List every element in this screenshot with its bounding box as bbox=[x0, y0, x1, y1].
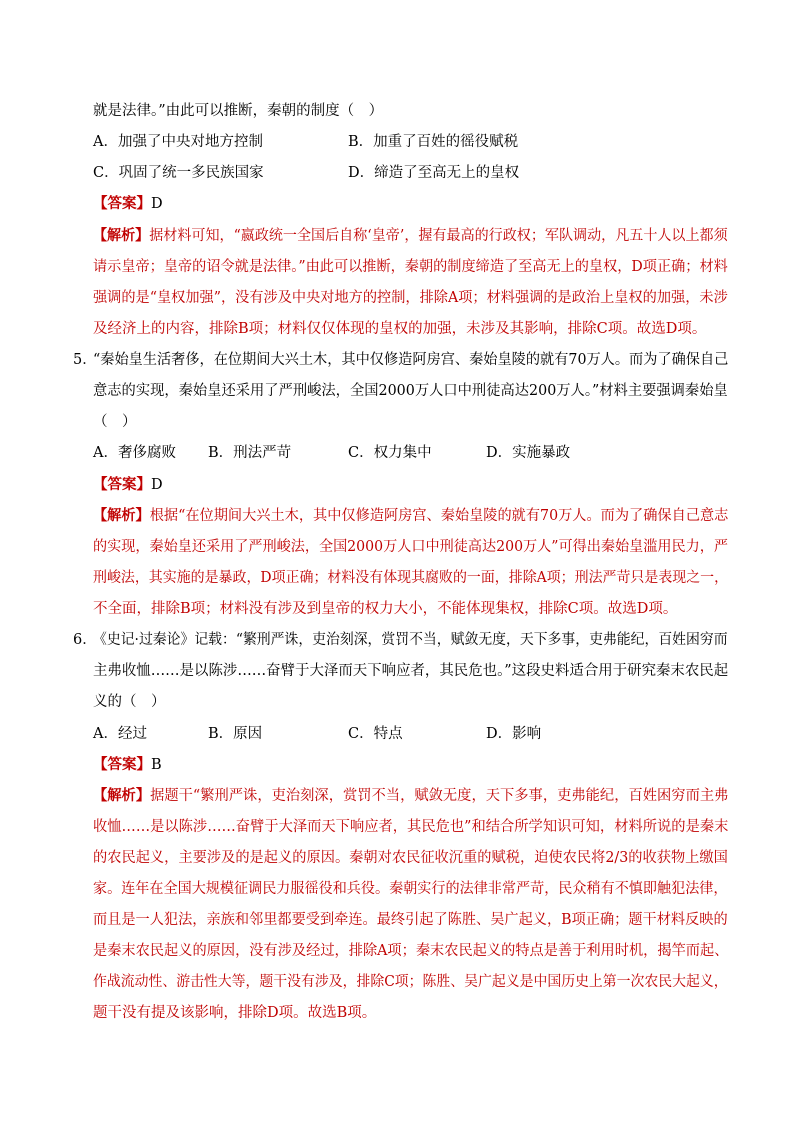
q6-analysis-line-6: 是秦末农民起义的原因，没有涉及经过，排除A项；秦末农民起义的特点是善于利用时机，揭竿而起、 bbox=[93, 943, 729, 959]
q6-option-d: D．影响 bbox=[486, 726, 542, 742]
answer-value: D bbox=[151, 196, 163, 212]
analysis-text: 据题干“繁刑严诛，吏治刻深，赏罚不当，赋敛无度，天下多事，吏弗能纪，百姓困穷而主弗 bbox=[150, 788, 729, 804]
q4-analysis-line-1 bbox=[93, 226, 728, 246]
analysis-text: 据材料可知，“嬴政统一全国后自称‘皇帝’，握有最高的行政权；军队调动，凡五十人以上都须 bbox=[149, 228, 728, 244]
q5-option-a: A．奢侈腐败 bbox=[93, 445, 176, 461]
q5-stem-line-1: “秦始皇生活奢侈，在位期间大兴土木，其中仅修造阿房宫、秦始皇陵的就有70万人。而为了确保自己 bbox=[93, 352, 729, 368]
q5-analysis-line-4: 不全面，排除B项；材料没有涉及到皇帝的权力大小，不能体现集权，排除C项。故选D项。 bbox=[93, 601, 678, 617]
q6-analysis-line-3: 的农民起义，主要涉及的是起义的原因。秦朝对农民征收沉重的赋税，迫使农民将2/3的收获物上缴国 bbox=[93, 850, 728, 866]
q5-number: 5． bbox=[73, 352, 97, 368]
q6-stem-line-1: 《史记·过秦论》记载：“繁刑严诛，吏治刻深，赏罚不当，赋敛无度，天下多事，吏弗能纪，百姓困穷而 bbox=[93, 632, 728, 648]
q5-stem-line-2: 意志的实现，秦始皇还采用了严刑峻法，全国2000万人口中刑徒高达200万人。”材料主要强调秦始皇 bbox=[93, 383, 728, 399]
q4-option-c: C．巩固了统一多民族国家 bbox=[93, 165, 264, 181]
q5-option-b: B．刑法严苛 bbox=[208, 445, 292, 461]
q6-analysis-line-4: 家。连年在全国大规模征调民力服徭役和兵役。秦朝实行的法律非常严苛，民众稍有不慎即触犯法律， bbox=[93, 881, 728, 897]
q6-number: 6． bbox=[73, 632, 97, 648]
answer-label: 【答案】 bbox=[93, 476, 151, 493]
q5-stem-line-3: （ ） bbox=[93, 414, 137, 430]
q6-analysis-line-5: 而且是一人犯法，亲族和邻里都要受到牵连。最终引起了陈胜、吴广起义，B项正确；题干材料反映的 bbox=[93, 912, 728, 928]
analysis-label: 【解析】 bbox=[93, 227, 150, 244]
q6-stem-line-3: 义的（ ） bbox=[93, 694, 166, 710]
q5-analysis-line-2: 的实现，秦始皇还采用了严刑峻法，全国2000万人口中刑徒高达200万人”可得出秦始皇滥用民力，严 bbox=[93, 539, 728, 555]
q6-analysis-line-1 bbox=[93, 786, 728, 806]
answer-value: B bbox=[151, 757, 162, 773]
q6-option-b: B．原因 bbox=[208, 726, 263, 742]
q5-answer bbox=[93, 475, 163, 495]
q6-option-c: C．特点 bbox=[348, 726, 403, 742]
q4-option-b: B．加重了百姓的徭役赋税 bbox=[348, 134, 519, 150]
q5-option-d: D．实施暴政 bbox=[486, 445, 571, 461]
q4-answer bbox=[93, 194, 163, 214]
q5-option-c: C．权力集中 bbox=[348, 445, 432, 461]
analysis-label: 【解析】 bbox=[93, 507, 150, 524]
q4-analysis-line-4: 及经济上的内容，排除B项；材料仅仅体现的皇权的加强，未涉及其影响，排除C项。故选D项。 bbox=[93, 321, 707, 337]
q6-option-a: A．经过 bbox=[93, 726, 147, 742]
q6-analysis-line-8: 题干没有提及该影响，排除D项。故选B项。 bbox=[93, 1005, 377, 1021]
q6-analysis-line-2: 收恤……是以陈涉……奋臂于大泽而天下响应者，其民危也”和结合所学知识可知，材料所说的是秦末 bbox=[93, 819, 729, 835]
analysis-label: 【解析】 bbox=[93, 787, 151, 804]
q6-answer bbox=[93, 755, 162, 775]
answer-label: 【答案】 bbox=[93, 195, 151, 212]
q6-stem-line-2: 主弗收恤……是以陈涉……奋臂于大泽而天下响应者，其民危也。”这段史料适合用于研究秦末农民起 bbox=[93, 663, 729, 679]
analysis-text: 根据“在位期间大兴土木，其中仅修造阿房宫、秦始皇陵的就有70万人。而为了确保自己意志 bbox=[149, 508, 729, 524]
q4-stem-end: 就是法律。”由此可以推断，秦朝的制度（ ） bbox=[93, 103, 384, 119]
q6-analysis-line-7: 作战流动性、游击性大等，题干没有涉及，排除C项；陈胜、吴广起义是中国历史上第一次农民大起义， bbox=[93, 974, 728, 990]
q4-option-d: D．缔造了至高无上的皇权 bbox=[348, 165, 520, 181]
answer-value: D bbox=[151, 477, 163, 493]
q4-option-a: A．加强了中央对地方控制 bbox=[93, 134, 263, 150]
q4-analysis-line-3: 强调的是“皇权加强”，没有涉及中央对地方的控制，排除A项；材料强调的是政治上皇权的加强，未涉 bbox=[93, 290, 728, 306]
answer-label: 【答案】 bbox=[93, 756, 151, 773]
q5-analysis-line-3: 刑峻法，其实施的是暴政，D项正确；材料没有体现其腐败的一面，排除A项；刑法严苛只是表现之一， bbox=[93, 570, 729, 586]
q5-analysis-line-1 bbox=[93, 506, 728, 526]
q4-analysis-line-2: 请示皇帝；皇帝的诏令就是法律。”由此可以推断，秦朝的制度缔造了至高无上的皇权，D项正确；材料 bbox=[93, 259, 728, 275]
